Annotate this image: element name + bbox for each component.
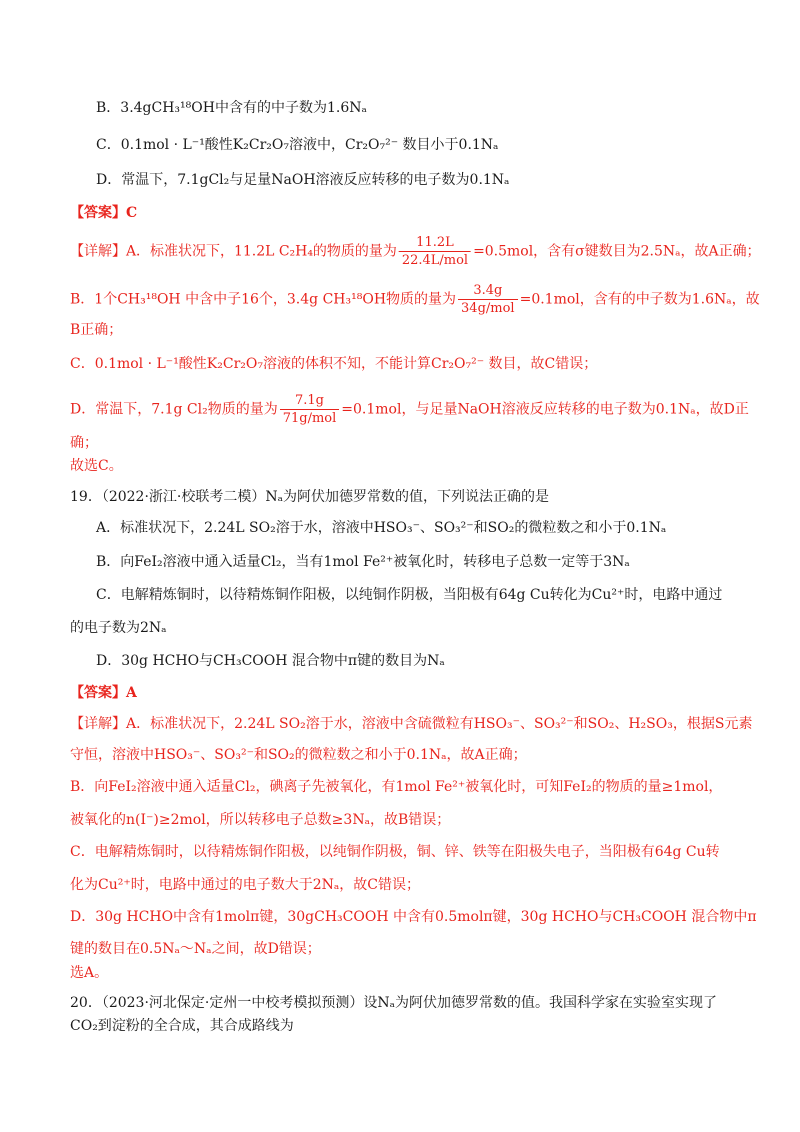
q18-detail-d-line2: 确；	[70, 435, 98, 451]
q20-stem-line1: 20．（2023·河北保定·定州一中校考模拟预测）设Nₐ为阿伏加德罗常数的值。我国科学家在实验室实现了	[70, 995, 717, 1011]
q18-detail-d-pre: D．常温下，7.1g Cl₂物质的量为	[70, 401, 278, 418]
q18-detail-c: C．0.1mol · L⁻¹酸性K₂Cr₂O₇溶液的体积不知，不能计算Cr₂O₇²⁻ 数目，故C错误；	[70, 356, 598, 372]
q20-stem-line2: CO₂到淀粉的全合成，其合成路线为	[70, 1018, 294, 1034]
fraction-numerator: 11.2L	[399, 234, 471, 252]
q18-detail-b-line1	[70, 282, 760, 317]
q19-option-d: D．30g HCHO与CH₃COOH 混合物中π键的数目为Nₐ	[96, 653, 445, 669]
q19-detail-b-line1: B．向FeI₂溶液中通入适量Cl₂，碘离子先被氧化，有1mol Fe²⁺被氧化时，可知FeI₂的物质的量≥1mol，	[70, 779, 723, 795]
q19-answer: 【答案】A	[70, 685, 137, 701]
q18-detail-b-post: =0.1mol，含有的中子数为1.6Nₐ，故	[519, 291, 760, 308]
q19-detail-d-line1: D．30g HCHO中含有1molπ键，30gCH₃COOH 中含有0.5molπ键，30g HCHO与CH₃COOH 混合物中π	[70, 909, 757, 925]
q19-detail-c-line2: 化为Cu²⁺时，电路中通过的电子数大于2Nₐ，故C错误；	[70, 877, 420, 893]
q19-detail-c-line1: C．电解精炼铜时，以待精炼铜作阳极，以纯铜作阴极，铜、锌、铁等在阳极失电子，当阳极有64g Cu转	[70, 844, 720, 860]
q19-detail-b-line2: 被氧化的n(I⁻)≥2mol，所以转移电子总数≥3Nₐ，故B错误；	[70, 812, 451, 828]
q18-detail-b-fraction	[458, 282, 518, 317]
q18-detail-a-fraction	[399, 234, 471, 269]
fraction-denominator: 71g/mol	[282, 411, 337, 426]
q18-detail-d-fraction	[280, 392, 340, 427]
q19-option-c-line2: 的电子数为2Nₐ	[70, 620, 167, 636]
q19-option-a: A．标准状况下，2.24L SO₂溶于水，溶液中HSO₃⁻、SO₃²⁻和SO₂的微粒数之和小于0.1Nₐ	[96, 520, 667, 536]
q19-option-b: B．向FeI₂溶液中通入适量Cl₂，当有1mol Fe²⁺被氧化时，转移电子总数一定等于3Nₐ	[96, 554, 630, 570]
q19-detail-a-line2: 守恒，溶液中HSO₃⁻、SO₃²⁻和SO₂的微粒数之和小于0.1Nₐ，故A正确；	[70, 747, 527, 763]
q18-option-d: D．常温下，7.1gCl₂与足量NaOH溶液反应转移的电子数为0.1Nₐ	[96, 172, 510, 188]
q18-detail-d-line1	[70, 392, 749, 427]
fraction-numerator: 7.1g	[280, 392, 340, 410]
q18-detail-d-post: =0.1mol，与足量NaOH溶液反应转移的电子数为0.1Nₐ，故D正	[341, 401, 749, 418]
q19-detail-a-line1: 【详解】A．标准状况下，2.24L SO₂溶于水，溶液中含硫微粒有HSO₃⁻、SO₃²⁻和SO₂、H₂SO₃，根据S元素	[70, 716, 753, 732]
q19-detail-d-line2: 键的数目在0.5Nₐ～Nₐ之间，故D错误；	[70, 941, 321, 957]
fraction-denominator: 34g/mol	[461, 301, 515, 316]
q18-detail-a-post: =0.5mol，含有σ键数目为2.5Nₐ，故A正确；	[473, 243, 761, 260]
q18-option-b: B．3.4gCH₃¹⁸OH中含有的中子数为1.6Nₐ	[96, 100, 367, 116]
q18-detail-b-line2: B正确；	[70, 322, 123, 338]
q19-conclusion: 选A。	[70, 965, 109, 981]
q18-answer: 【答案】C	[70, 205, 138, 221]
q19-stem: 19．（2022·浙江·校联考二模）Nₐ为阿伏加德罗常数的值，下列说法正确的是	[70, 489, 549, 505]
q18-detail-a	[70, 234, 761, 269]
fraction-numerator: 3.4g	[458, 282, 518, 300]
q18-conclusion: 故选C。	[70, 458, 123, 474]
fraction-denominator: 22.4L/mol	[401, 253, 469, 268]
q18-detail-b-pre: B．1个CH₃¹⁸OH 中含中子16个，3.4g CH₃¹⁸OH物质的量为	[70, 291, 457, 308]
q18-detail-a-pre: 【详解】A．标准状况下，11.2L C₂H₄的物质的量为	[70, 243, 397, 260]
q19-option-c-line1: C．电解精炼铜时，以待精炼铜作阳极，以纯铜作阴极，当阳极有64g Cu转化为Cu²⁺时，电路中通过	[96, 587, 723, 603]
q18-option-c: C．0.1mol · L⁻¹酸性K₂Cr₂O₇溶液中，Cr₂O₇²⁻ 数目小于0.1Nₐ	[96, 137, 499, 153]
